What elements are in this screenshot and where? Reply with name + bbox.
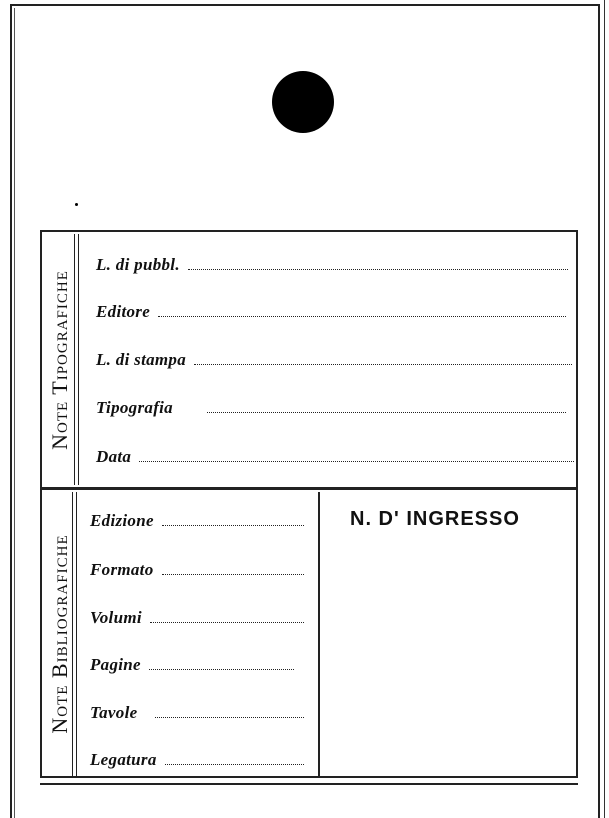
field-publication-place[interactable] [96,255,568,275]
dotted-line [150,621,304,623]
field-label: Editore [96,302,151,321]
field-volumes[interactable] [90,608,304,628]
dotted-line [155,716,304,718]
card-right-edge [598,4,600,818]
field-label: Formato [90,560,154,579]
card-left-edge [10,4,12,818]
form-bottom-rule [40,783,578,785]
dotted-line [194,363,572,365]
entry-column-divider [318,492,320,776]
dotted-line [165,763,304,765]
field-label: Data [96,447,132,466]
field-edition[interactable] [90,511,304,531]
field-format[interactable] [90,560,304,580]
field-label: Edizione [90,511,154,530]
field-label: Volumi [90,608,142,627]
bibliographic-notes-title: Note Bibliografiche [47,534,72,734]
field-label: L. di stampa [96,350,187,369]
dotted-line [139,460,574,462]
entry-number-label: N. D' INGRESSO [350,508,520,530]
dotted-line [158,315,566,317]
card-right-outer-edge [604,0,605,818]
card-left-inner-edge [14,8,15,818]
field-printing-place[interactable] [96,350,572,370]
dotted-line [149,668,294,670]
typographic-notes-title: Note Tipografiche [47,269,72,450]
dotted-line [207,411,566,413]
card-top-edge [10,4,600,6]
field-plates[interactable] [90,703,304,723]
dotted-line [188,268,568,270]
dotted-line [162,524,304,526]
field-binding[interactable] [90,750,304,770]
field-publisher[interactable] [96,302,566,322]
field-label: Pagine [90,655,141,674]
field-printing-house[interactable] [96,398,566,418]
field-pages[interactable] [90,655,294,675]
ink-speck [75,203,78,206]
typographic-notes-label-column [44,234,76,485]
field-label: Tipografia [96,398,173,417]
dotted-line [162,573,304,575]
field-label: Legatura [90,750,157,769]
field-label: Tavole [90,703,138,722]
punch-hole [272,71,334,133]
bibliographic-notes-label-column [44,492,76,776]
section-divider [40,487,578,490]
field-label: L. di pubbl. [96,255,180,274]
field-date[interactable] [96,447,574,467]
